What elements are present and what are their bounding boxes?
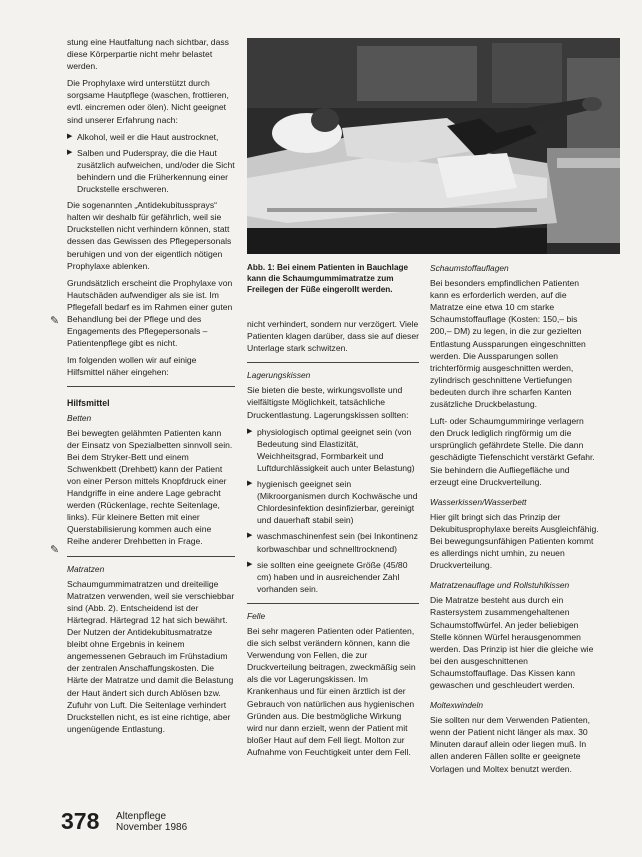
moltex-text: Sie sollten nur dem Verwenden Patienten, wenn der Patient nicht länger als max. 30 Minuten darauf allein oder liegen muß. In allen anderen Fällen sollte er geeignete Vorlagen und Moltex benutzt werden. — [430, 715, 591, 774]
triangle-bullet-icon: ▶ — [247, 560, 253, 568]
subheading-schaumstoffauflagen: Schaumstoffauflagen — [430, 263, 509, 273]
subheading-wasserkissen: Wasserkissen/Wasserbett — [430, 496, 527, 507]
subheading-betten: Betten — [67, 412, 92, 423]
triangle-bullet-icon: ▶ — [67, 148, 73, 156]
felle-text: Bei sehr mageren Patienten oder Patienten, die sich selbst verändern können, kann die Verwendung von Fellen, die zur Druckverteilung beitragen, zweckmäßig sein als die vor Lagerungskissen. Im Krankenhaus und für einen ärztlich ist der Gebrauch von natürlichen aus hygienischen Gründen aus. Die bestmögliche Wirkung wird nur dann erzielt, wenn der Patient mit bloßer Haut auf dem Fell liegt. Molton zur Aufnahme von Feuchtigkeit unter dem Fell. — [247, 625, 416, 757]
subheading-matratzen: Matratzen — [67, 563, 105, 574]
margin-mark-icon: ✎ — [50, 314, 60, 327]
im-folgenden-text: Im folgenden wollen wir auf einige Hilfsmittel näher eingehen: — [67, 355, 197, 378]
subheading-lagerungskissen: Lagerungskissen — [247, 370, 311, 381]
prophylaxe-text: Die Prophylaxe wird unterstützt durch sorgsame Hautpflege (waschen, frottieren, evtl. eincremen oder ölen). Nicht geeignet sind unserer Erfahrung nach: — [67, 78, 229, 125]
margin-mark-icon: ✎ — [50, 543, 60, 556]
matratzen-text: Schaumgummimatratzen und dreiteilige Matratzen verwenden, weil sie verschiebbar sind (Abb. 2). Entscheidend ist der Härtegrad. Härtegrad 12 hat sich bewährt. Der Nutzen der Antidekubitusmatratze bleibt ohne Ergebnis in keinem angemessenen Gebrauch im Frühstadium der zentralen Anschaffungskosten. Die Härte der Matratze und damit die Belastung der Haut ändert sich durch Ablösen bzw. Zufuhr von Luft. Die Seitenlage verhindert Druckstellen nicht, es ist eine richtige, aber ungenügende Entlastung. — [67, 578, 235, 734]
bullet-item: ▶ physiologisch optimal geeignet sein (von Bedeutung sind Elastizität, Weichheitsgrad, Formbarkeit und Luftdurchlässigkeit auch unter Belastung) — [247, 426, 415, 473]
heading-hilfsmittel: Hilfsmittel — [67, 398, 110, 409]
wasserkissen-text: Hier gilt bringt sich das Prinzip der Dekubitusprophylaxe bereits Ausgleichfähig. Bei bewegungsunfähigen Patienten kommt es allerdings nicht umhin, zu neuen Druckverteilung. — [430, 511, 599, 571]
photo-illustration — [247, 38, 620, 254]
section-divider — [247, 362, 419, 363]
schaumstoff-text: Bei besonders empfindlichen Patienten kann es erforderlich werden, auf die Matratze eine etwa 10 cm starke Schaumstoffauflage (Kosten: 150,– bis 200,– DM) zu legen, in die zur gezielten Entlastung Aussparungen eingeschnitten werden. Die Aussparungen sollen trichterförmig ausgeschnitten werden, zylindrisch geschnittene Vertiefungen bedeuten durch ihre scharfen Kanten zusätzliche Druckbelastung. — [430, 278, 586, 410]
section-divider — [247, 603, 419, 604]
triangle-bullet-icon: ▶ — [247, 532, 253, 540]
betten-text: Bei bewegten gelähmten Patienten kann der Einsatz von Spezialbetten sinnvoll sein. Bei dem Stryker-Bett und einem Schwenkbett (Drehbett) kann der Patient von einer Person mittels Knopfdruck einer Handgriffe in eine andere Lage gebracht werden (Rückenlage, rechte Seitenlage, links). Für kleinere Betten mit einer Querstabilisierung kommen auch eine Reihe anderer Drehbetten in Frage. — [67, 427, 233, 547]
bullet-item: ▶ sie sollten eine geeignete Größe (45/80 cm) haben und in ausreichender Zahl vorhanden sein. — [247, 559, 408, 594]
bullet-item: ▶ Salben und Puderspray, die die Haut zusätzlich aufweichen, und/oder die Sicht behindern und die Früherkennung einer Druckstelle erschweren. — [67, 147, 235, 195]
left-column — [67, 36, 235, 740]
journal-info — [116, 811, 187, 833]
middle-column — [247, 318, 419, 763]
right-column — [430, 262, 600, 780]
lagerungskissen-text: Sie bieten die beste, wirkungsvollste und vielfältigste Möglichkeit, tatsächliche Druckentlastung. Lagerungskissen sollten: — [247, 385, 409, 420]
matratzenauflage-text: Die Matratze besteht aus durch ein Rastersystem zusammengehaltenen Schaumstoffwürfel. An jeder beliebigen Stelle können Würfel herausgenommen werden. Das Prinzip ist hier die gleiche wie bei den ausgeschnittenen Schaumstoffauflage. Das Kissen kann gewaschen und geschleudert werden. — [430, 595, 594, 690]
triangle-bullet-icon: ▶ — [67, 132, 73, 140]
intro-text: stung eine Hautfaltung nach sichtbar, dass diese Körperpartie nicht mehr belastet werden. — [67, 37, 229, 72]
page-number: 378 — [61, 808, 100, 834]
felle-continuation-text: nicht verhindert, sondern nur verzögert. Viele Patienten klagen darüber, dass sie auf dieser Unterlage stark schwitzen. — [247, 319, 419, 354]
patient-photo — [247, 38, 620, 254]
journal-title: Altenpflege — [116, 811, 167, 822]
bullet-item: ▶ waschmaschinenfest sein (bei Inkontinenz korbwaschbar und schnelltrocknend) — [247, 531, 418, 554]
luftringe-text: Luft- oder Schaumgummiringe verlagern den Druck lediglich ringförmig um die ursprünglich gefährdete Stelle. Die dann geschädigte Tiefenschicht verstärkt Gefahr. Sie behindern die Aufliegefläche und erzeugt eine Druckverteilung. — [430, 416, 595, 487]
bullet-item: ▶ Alkohol, weil er die Haut austrocknet, — [67, 131, 219, 142]
bullet-item: ▶ hygienisch geeignet sein (Mikroorganismen durch Kochwäsche und Chlordesinfektion desinfizierbar, gereinigt und dauerhaft stabil sein) — [247, 479, 418, 526]
subheading-moltexwindeln: Moltexwindeln — [430, 700, 484, 711]
section-divider — [67, 386, 235, 387]
section-divider — [67, 556, 235, 557]
subheading-matratzenauflage: Matratzenauflage und Rollstuhlkissen — [430, 580, 570, 591]
sprays-text: Die sogenannten „Antidekubitussprays“ halten wir deshalb für gefährlich, weil sie Druckstellen nicht verhindern können, statt dessen das Gewissen des Pflegepersonals beruhigen und von der eigentlich nötigen Prophylaxe ablenken. — [67, 200, 232, 271]
subheading-felle: Felle — [247, 610, 266, 621]
triangle-bullet-icon: ▶ — [247, 480, 253, 488]
triangle-bullet-icon: ▶ — [247, 427, 253, 435]
photo-caption: Abb. 1: Bei einem Patienten in Bauchlage kann die Schaumgummimatratze zum Freilegen der Füße eingerollt werden. — [247, 263, 409, 295]
grundsaetzlich-text: Grundsätzlich erscheint die Prophylaxe von Hautschäden aufwendiger als sie ist. Im Pflegefall bedarf es im Rahmen einer guten Behandlung bei der Pflege und des Engagements des Pflegepersonals – Patientenpflege gibt es nicht. — [67, 277, 233, 349]
journal-issue: November 1986 — [116, 822, 188, 833]
